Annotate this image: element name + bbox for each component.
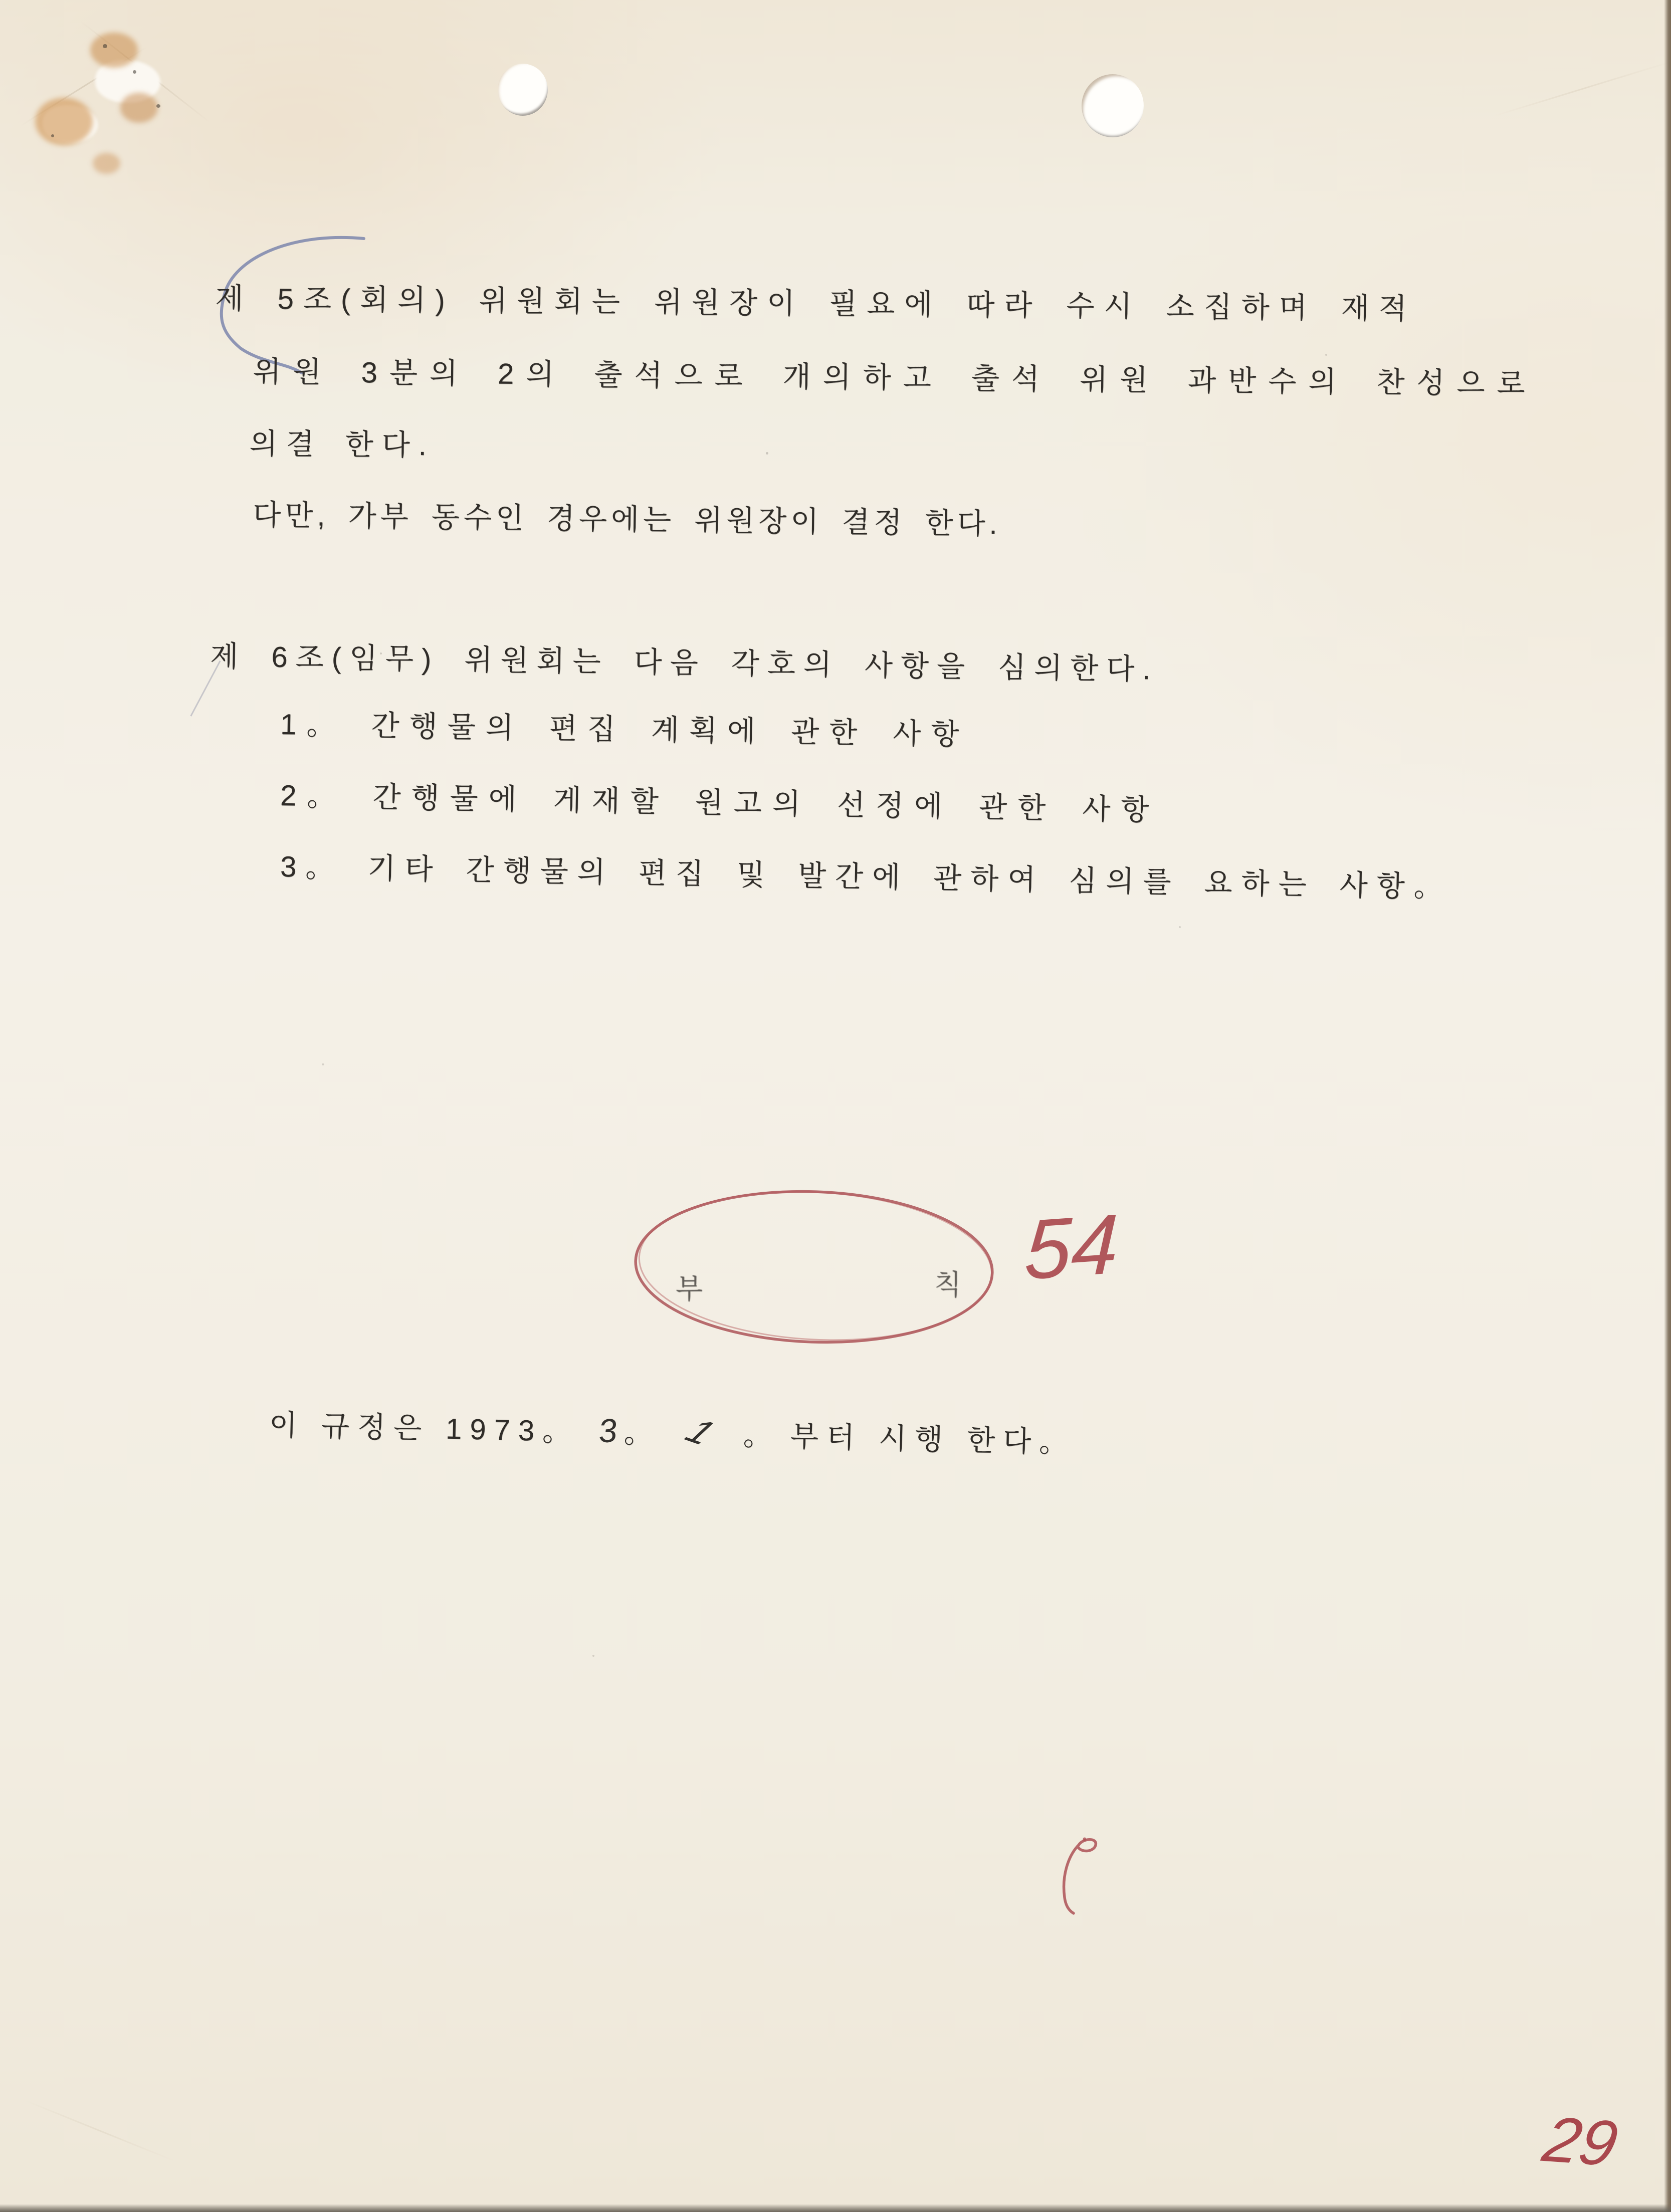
effective-date-line bbox=[269, 1401, 1077, 1461]
dust-speck bbox=[322, 1063, 324, 1065]
crease-line bbox=[1494, 61, 1671, 117]
page-number: 29 bbox=[1537, 2103, 1624, 2180]
scan-edge-right bbox=[1664, 0, 1671, 2212]
red-signature-mark: 54 bbox=[1023, 1196, 1120, 1297]
handwritten-month: 3 bbox=[597, 1411, 618, 1450]
supplement-char-bu: 부 bbox=[676, 1273, 703, 1304]
article5-line3: 의결 한다. bbox=[249, 427, 436, 462]
rust-stain bbox=[35, 98, 93, 145]
punch-hole-left bbox=[498, 64, 548, 116]
rust-stain bbox=[120, 93, 158, 123]
handwritten-day: 1 bbox=[678, 1412, 723, 1452]
rust-stain bbox=[93, 153, 120, 174]
dust-speck bbox=[156, 104, 160, 108]
effective-typed-prefix: 이 규정은 1973。 bbox=[269, 1408, 580, 1448]
red-pen-squiggle bbox=[1052, 1834, 1117, 1922]
article6-item1: 1。 간행물의 편집 계획에 관한 사항 bbox=[280, 708, 969, 751]
article5-line2: 위원 3분의 2의 출석으로 개의하고 출석 위원 과반수의 찬성으로 bbox=[253, 355, 1537, 400]
effective-typed-suffix: 부터 시행 한다。 bbox=[790, 1420, 1077, 1459]
rust-stain bbox=[90, 33, 138, 68]
crease-line bbox=[25, 2100, 174, 2161]
punch-hole-right bbox=[1082, 74, 1144, 137]
stain-cluster bbox=[20, 5, 211, 195]
article5-line4: 다만, 가부 동수인 경우에는 위원장이 결정 한다. bbox=[253, 498, 1002, 541]
dust-speck bbox=[380, 652, 382, 654]
article5-line1: 제 5조(회의) 위원회는 위원장이 필요에 따라 수시 소집하며 재적 bbox=[215, 282, 1417, 325]
supplement-heading bbox=[628, 1183, 1008, 1358]
scan-edge-bottom bbox=[0, 2204, 1671, 2212]
dust-speck bbox=[1325, 354, 1327, 356]
article6-item2: 2。 간행물에 게재할 원고의 선정에 관한 사항 bbox=[280, 779, 1160, 827]
dust-speck bbox=[766, 452, 768, 455]
typed-dot: 。 bbox=[623, 1416, 662, 1450]
dust-speck bbox=[103, 44, 107, 48]
dust-speck bbox=[592, 1655, 594, 1657]
typed-dot: 。 bbox=[743, 1419, 781, 1453]
article6-item3: 3。 기타 간행물의 편집 및 발간에 관하여 심의를 요하는 사항。 bbox=[280, 850, 1452, 904]
dust-speck bbox=[1179, 926, 1181, 928]
supplement-char-chik: 칙 bbox=[934, 1269, 962, 1300]
article6-line1: 제 6조(임무) 위원회는 다음 각호의 사항을 심의한다. bbox=[210, 639, 1159, 686]
dust-speck bbox=[133, 70, 136, 74]
dust-speck bbox=[51, 134, 54, 137]
